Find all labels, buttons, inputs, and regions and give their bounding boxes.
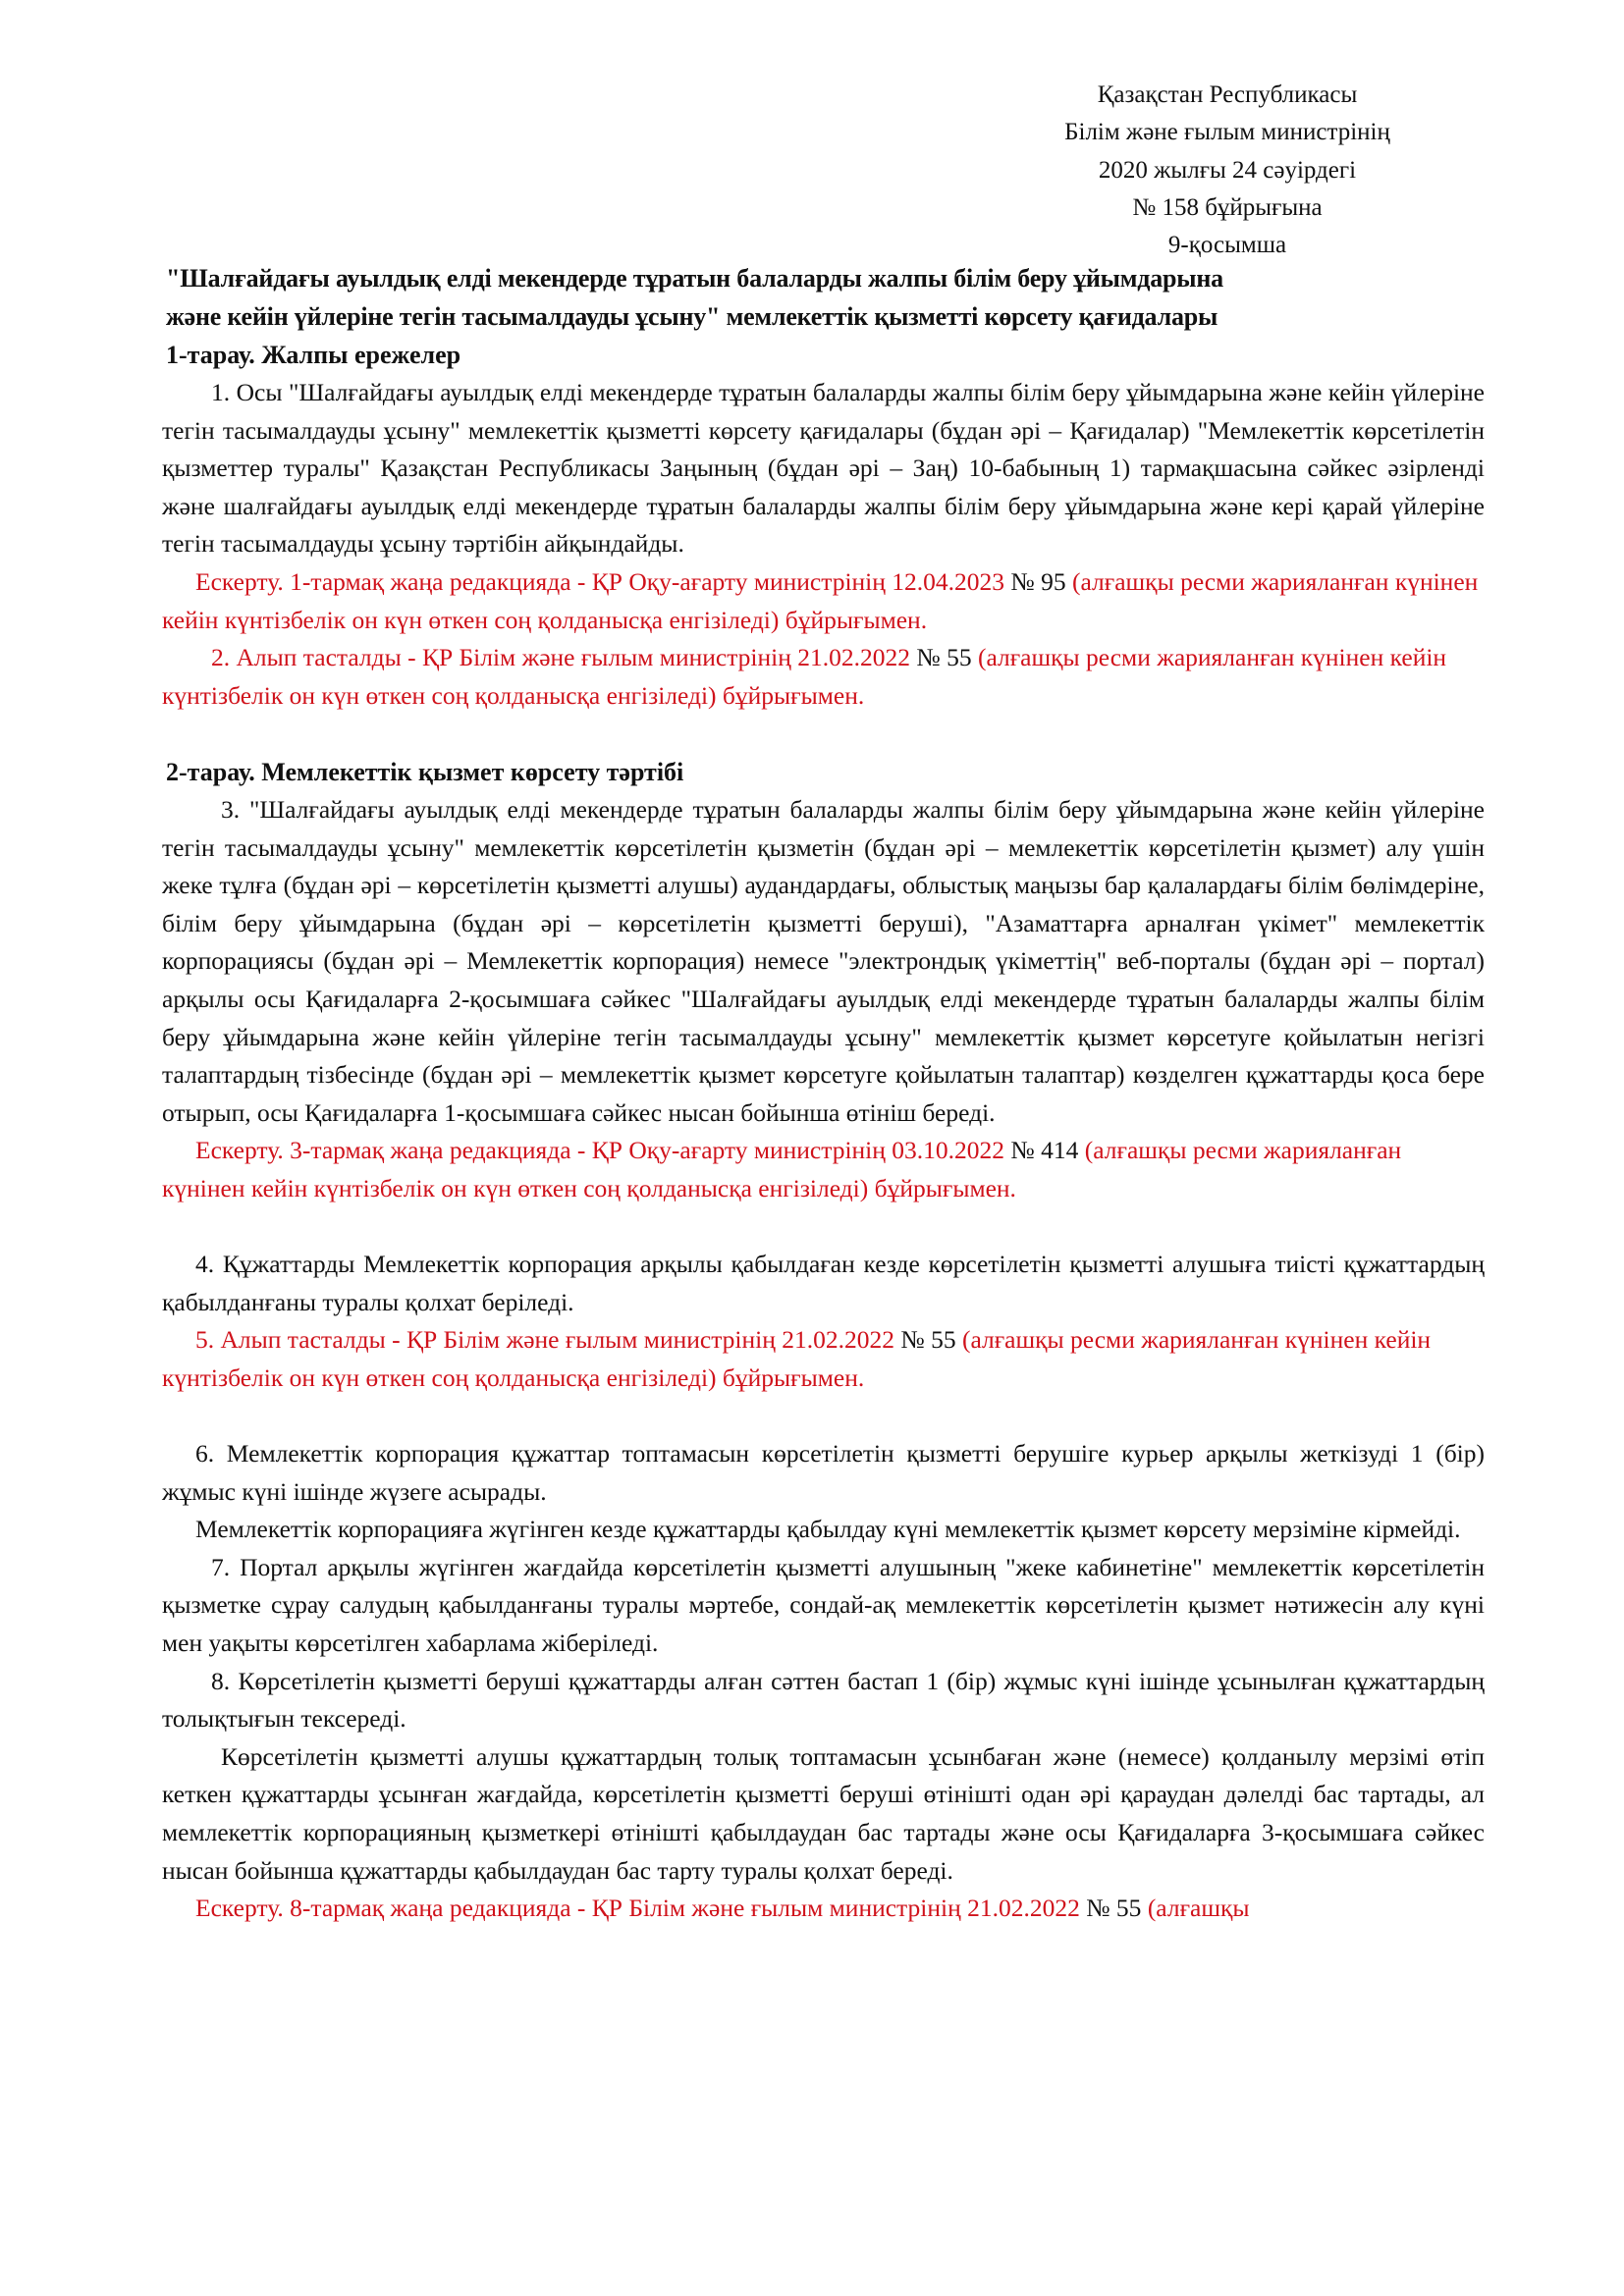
stamp-line: Қазақстан Республикасы (1097, 81, 1358, 108)
amendment-note-1: Ескерту. 1-тармақ жаңа редакцияда - ҚР Оқу-ағарту министрінің 12.04.2023 № 95 (алғашқы ресми жарияланған күнінен кейін күнтізбелік он күн өткен соң қолданысқа енгізіледі) бұйрығымен. (162, 566, 1479, 634)
stamp-line: 9-қосымша (1167, 232, 1287, 259)
paragraph-4: 4. Құжаттарды Мемлекеттік корпорация арқылы қабылдаған кезде көрсетілетін қызметті алушыға тиісті құжаттардың қабылданғаны туралы қолхат беріледі. (162, 1250, 1485, 1316)
order-link[interactable]: № 55 (1086, 1894, 1142, 1923)
stamp-line: Білім және ғылым министрінің (1064, 119, 1390, 146)
document-page (162, 77, 1485, 1928)
order-link[interactable]: № 414 (1010, 1136, 1079, 1165)
paragraph-8: 8. Көрсетілетін қызметті беруші құжаттарды алған сәттен бастап 1 (бір) жұмыс күні ішінде ұсынылған құжаттардың толықтығын тексереді. (162, 1666, 1485, 1734)
spacer (162, 1397, 1485, 1435)
paragraph-8-continued: Көрсетілетін қызметті алушы құжаттардың толық топтамасын ұсынбаған және (немесе) қолданылу мерзімі өтіп кеткен құжаттарды ұсынған жағдайда, көрсетілетін қызметті беруші өтінішті одан әрі қараудан дәлелді бас тартады, ал мемлекеттік корпорацияның қызметкері өтінішті қабылдаудан бас тартады және осы Қағидаларға 3-қосымшаға сәйкес нысан бойынша құжаттарды қабылдаудан бас тарту туралы қолхат береді. (162, 1741, 1485, 1885)
spacer (162, 1207, 1485, 1246)
paragraph-5-removed: 5. Алып тасталды - ҚР Білім және ғылым министрінің 21.02.2022 № 55 (алғашқы ресми жарияланған күнінен кейін күнтізбелік он күн өткен соң қолданысқа енгізіледі) бұйрығымен. (162, 1325, 1432, 1392)
order-link[interactable]: № 55 (916, 643, 972, 672)
chapter-2-heading: 2-тарау. Мемлекеттік қызмет көрсету тәртібі (166, 757, 684, 786)
paragraph-3: 3. "Шалғайдағы ауылдық елді мекендерде тұратын балаларды жалпы білім беру ұйымдарына және кейін үйлеріне тегін тасымалдауды ұсыну" мемлекеттік көрсетілетін қызметін (бұдан әрі – мемлекеттік көрсетілетін қызмет) алу үшін жеке тұлға (бұдан әрі – көрсетілетін қызметті алушы) аудандардағы, облыстық маңызы бар қалалардағы білім бөлімдеріне, білім беру ұйымдарына (бұдан әрі – көрсетілетін қызметті беруші), "Азаматтарға арналған үкімет" мемлекеттік корпорациясы (бұдан әрі – Мемлекеттік корпорация) немесе "электрондық үкіметтің" веб-порталы (бұдан әрі – портал) арқылы осы Қағидаларға 2-қосымшаға сәйкес "Шалғайдағы ауылдық елді мекендерде тұратын балаларды жалпы білім беру ұйымдарына және кейін үйлеріне тегін тасымалдауды ұсыну" мемлекеттік қызмет көрсетуге қойылатын негізгі талаптардың тізбесінде (бұдан әрі – мемлекеттік қызмет көрсетуге қойылатын талаптар) көзделген құжаттарды қоса бере отырып, осы Қағидаларға 1-қосымшаға сәйкес нысан бойынша өтініш береді. (162, 794, 1485, 1127)
amendment-note-8: Ескерту. 8-тармақ жаңа редакцияда - ҚР Білім және ғылым министрінің 21.02.2022 № 55 (алғашқы (195, 1894, 1250, 1923)
order-link[interactable]: № 55 (900, 1325, 956, 1355)
stamp-line: № 158 бұйрығына (1132, 193, 1323, 221)
paragraph-6-continued: Мемлекеттік корпорацияға жүгінген кезде құжаттарды қабылдау күні мемлекеттік қызмет көрсету мерзіміне кірмейді. (195, 1515, 1461, 1544)
title-line: және кейін үйлеріне тегін тасымалдауды ұсыну" мемлекеттік қызметті көрсету қағидалары (166, 302, 1218, 331)
document-title (162, 259, 1485, 336)
paragraph-7: 7. Портал арқылы жүгінген жағдайда көрсетілетін қызметті алушының "жеке кабинетіне" мемлекеттік көрсетілетін қызметке сұрау салудың қабылданғаны туралы мәртебе, сондай-ақ мемлекеттік көрсетілетін қызмет нәтижесін алу күні мен уақыты көрсетілген хабарлама жіберіледі. (162, 1552, 1485, 1657)
amendment-note-3: Ескерту. 3-тармақ жаңа редакцияда - ҚР Оқу-ағарту министрінің 03.10.2022 № 414 (алғашқы ресми жарияланған күнінен кейін күнтізбелік он күн өткен соң қолданысқа енгізіледі) бұйрығымен. (162, 1136, 1402, 1202)
chapter-1-heading: 1-тарау. Жалпы ережелер (166, 341, 461, 369)
stamp-line: 2020 жылғы 24 сәуірдегі (1098, 156, 1357, 184)
paragraph-6: 6. Мемлекеттік корпорация құжаттар топтамасын көрсетілетін қызметті берушіге курьер арқылы жеткізуді 1 (бір) жұмыс күні ішінде жүзеге асырады. (162, 1439, 1485, 1506)
paragraph-2-removed: 2. Алып тасталды - ҚР Білім және ғылым министрінің 21.02.2022 № 55 (алғашқы ресми жарияланған күнінен кейін күнтізбелік он күн өткен соң қолданысқа енгізіледі) бұйрығымен. (162, 643, 1447, 710)
order-link[interactable]: № 95 (1010, 566, 1066, 596)
title-line: "Шалғайдағы ауылдық елді мекендерде тұратын балаларды жалпы білім беру ұйымдарына (166, 264, 1223, 293)
paragraph-1: 1. Осы "Шалғайдағы ауылдық елді мекендерде тұратын балаларды жалпы білім беру ұйымдарына және кейін үйлеріне тегін тасымалдауды ұсыну" мемлекеттік қызметті көрсету қағидалары (бұдан әрі – Қағидалар) "Мемлекеттік көрсетілетін қызметтер туралы" Қазақстан Республикасы Заңының (бұдан әрі – Заң) 10-бабының 1) тармақшасына сәйкес әзірленді және шалғайдағы ауылдық елді мекендерде тұратын балаларды жалпы білім беру ұйымдарына және кері қарай үйлеріне тегін тасымалдауды ұсыну тәртібін айқындайды. (162, 378, 1485, 559)
spacer (162, 715, 1485, 753)
